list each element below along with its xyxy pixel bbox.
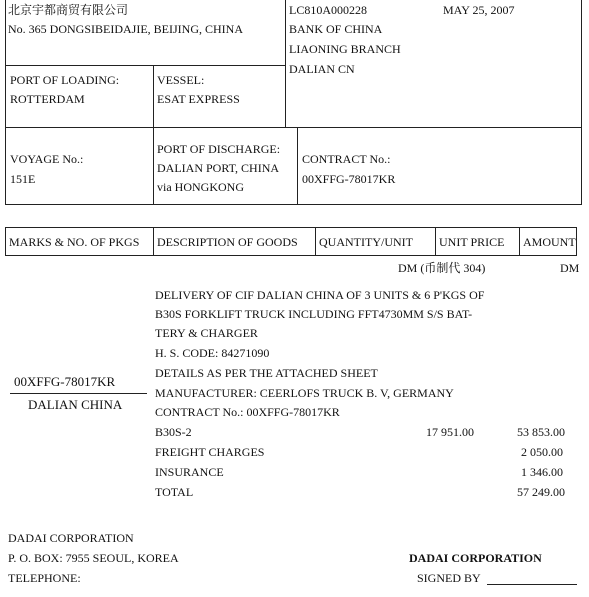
line-item-amount: 1 346.00 bbox=[521, 465, 563, 479]
contract-value: 00XFFG-78017KR bbox=[302, 172, 396, 186]
lc-number: LC810A000228 bbox=[289, 3, 367, 17]
footer-telephone: TELEPHONE: bbox=[8, 571, 81, 585]
port-of-loading-label: PORT OF LOADING: bbox=[10, 73, 120, 87]
total-amount: 57 249.00 bbox=[517, 485, 565, 499]
port-of-discharge-line-1: DALIAN PORT, CHINA bbox=[157, 161, 280, 175]
contract-label: CONTRACT No.: bbox=[302, 152, 391, 166]
line-item-amount: 53 853.00 bbox=[517, 425, 565, 439]
footer-po-box: P. O. BOX: 7955 SEOUL, KOREA bbox=[8, 551, 179, 565]
line-item-label: INSURANCE bbox=[155, 465, 224, 479]
description-line: DELIVERY OF CIF DALIAN CHINA OF 3 UNITS & 6 P'KGS OF bbox=[155, 288, 485, 302]
description-line: TERY & CHARGER bbox=[155, 326, 258, 340]
description-line: CONTRACT No.: 00XFFG-78017KR bbox=[155, 405, 340, 419]
bank-line-2: LIAONING BRANCH bbox=[289, 42, 401, 56]
bank-line-1: BANK OF CHINA bbox=[289, 22, 383, 36]
header-unit-price: UNIT PRICE bbox=[436, 228, 520, 255]
voyage-label: VOYAGE No.: bbox=[10, 152, 84, 166]
table-header-row bbox=[5, 227, 577, 256]
header-description: DESCRIPTION OF GOODS bbox=[154, 228, 316, 255]
signer-company: DADAI CORPORATION bbox=[409, 551, 542, 565]
voyage-value: 151E bbox=[10, 172, 36, 186]
description-line: H. S. CODE: 84271090 bbox=[155, 346, 270, 360]
total-label: TOTAL bbox=[155, 485, 194, 499]
marks-divider bbox=[10, 393, 147, 394]
signed-by-label: SIGNED BY bbox=[417, 571, 481, 585]
header-amount: AMOUNT bbox=[523, 235, 576, 249]
vessel-value: ESAT EXPRESS bbox=[157, 92, 240, 106]
port-of-discharge-line-2: via HONGKONG bbox=[157, 180, 244, 194]
vessel-label: VESSEL: bbox=[157, 73, 205, 87]
footer-company: DADAI CORPORATION bbox=[8, 531, 134, 545]
bank-line-3: DALIAN CN bbox=[289, 62, 355, 76]
line-item-label: B30S-2 bbox=[155, 425, 192, 439]
currency-amount: DM bbox=[560, 261, 580, 275]
line-item-label: FREIGHT CHARGES bbox=[155, 445, 265, 459]
signature-line bbox=[487, 584, 577, 585]
header-quantity: QUANTITY/UNIT bbox=[316, 228, 436, 255]
seller-address: No. 365 DONGSIBEIDAJIE, BEIJING, CHINA bbox=[8, 22, 243, 36]
line-item-amount: 2 050.00 bbox=[521, 445, 563, 459]
description-line: B30S FORKLIFT TRUCK INCLUDING FFT4730MM S/S BAT- bbox=[155, 307, 473, 321]
line-item-unit-price: 17 951.00 bbox=[426, 425, 474, 439]
description-line: MANUFACTURER: CEERLOFS TRUCK B. V, GERMANY bbox=[155, 386, 454, 400]
port-of-loading-value: ROTTERDAM bbox=[10, 92, 85, 106]
marks-line-1: 00XFFG-78017KR bbox=[14, 374, 116, 389]
description-line: DETAILS AS PER THE ATTACHED SHEET bbox=[155, 366, 378, 380]
lc-date: MAY 25, 2007 bbox=[443, 3, 515, 17]
currency-unit-price: DM (币制代 304) bbox=[398, 261, 486, 275]
header-marks: MARKS & NO. OF PKGS bbox=[6, 228, 154, 255]
marks-line-2: DALIAN CHINA bbox=[28, 397, 123, 412]
port-of-discharge-label: PORT OF DISCHARGE: bbox=[157, 142, 281, 156]
seller-name-cn: 北京宇都商贸有限公司 bbox=[8, 3, 129, 17]
